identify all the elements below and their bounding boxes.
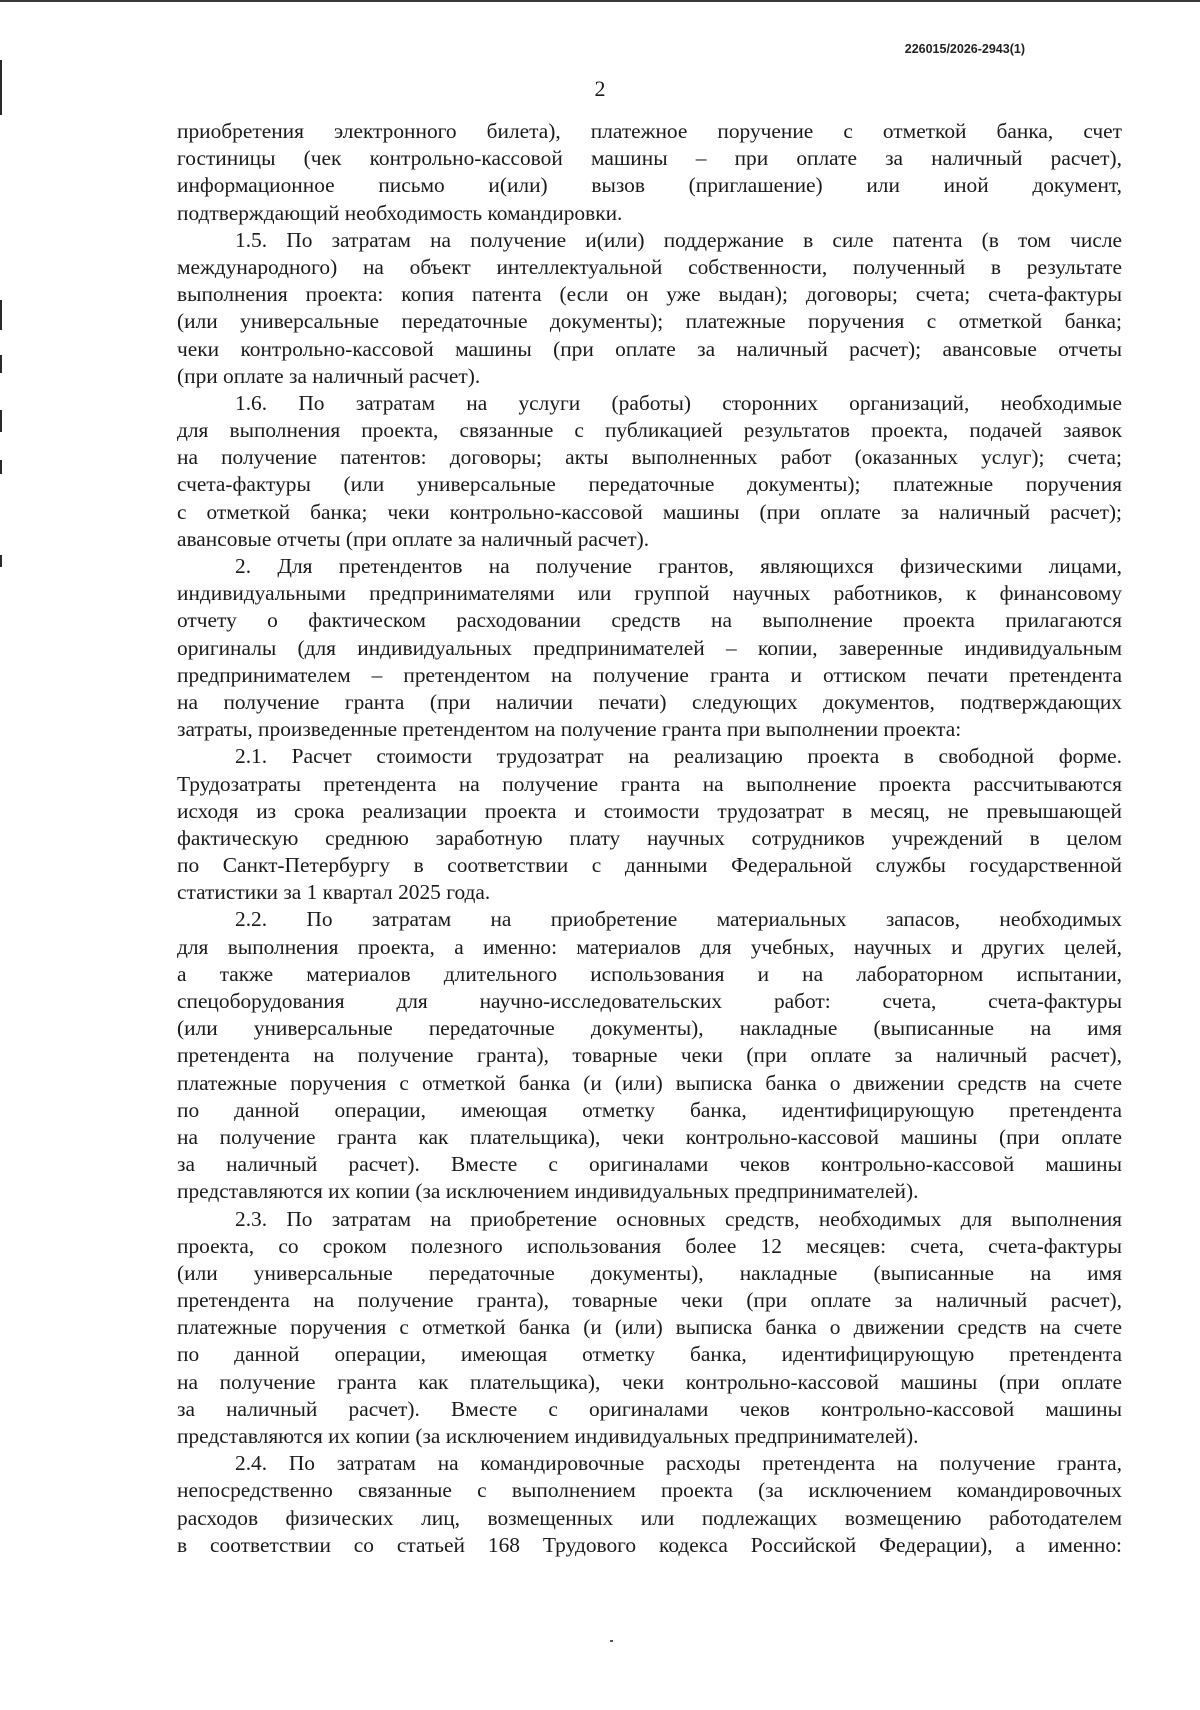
text-line: претендента на получение гранта), товарные чеки (при оплате за наличный расчет), bbox=[177, 1288, 1122, 1313]
text-line: спецоборудования для научно-исследовательских работ: счета, счета-фактуры bbox=[177, 989, 1122, 1013]
text-line: по Санкт-Петербургу в соответствии с данными Федеральной службы государственной bbox=[177, 853, 1122, 878]
scan-left-edge-mark bbox=[0, 300, 2, 330]
text-line: информационное письмо и(или) вызов (приглашение) или иной документ, bbox=[177, 173, 1122, 198]
scan-left-edge-mark bbox=[0, 410, 2, 432]
text-line: для выполнения проекта, а именно: материалов для учебных, научных и других целей, bbox=[177, 934, 1122, 959]
text-line: (при оплате за наличный расчет). bbox=[177, 363, 481, 388]
text-line: индивидуальными предпринимателями или группой научных работников, к финансовому bbox=[177, 581, 1122, 606]
text-line: за наличный расчет). Вместе с оригиналами чеков контрольно-кассовой машины bbox=[177, 1152, 1122, 1177]
text-line: (или универсальные передаточные документы); платежные поручения с отметкой банка; bbox=[177, 309, 1122, 334]
text-line: 2.1. Расчет стоимости трудозатрат на реализацию проекта в свободной форме. bbox=[235, 744, 1122, 769]
text-line: затраты, произведенные претендентом на получение гранта при выполнении проекта: bbox=[177, 717, 962, 742]
document-body bbox=[177, 118, 1122, 1559]
text-line: представляются их копии (за исключением индивидуальных предпринимателей). bbox=[177, 1424, 919, 1448]
text-line: 2.4. По затратам на командировочные расходы претендента на получение гранта, bbox=[235, 1451, 1122, 1476]
text-line: 2.3. По затратам на приобретение основных средств, необходимых для выполнения bbox=[235, 1206, 1122, 1231]
text-line: для выполнения проекта, связанные с публикацией результатов проекта, подачей заявок bbox=[177, 418, 1122, 443]
scan-top-edge bbox=[0, 0, 1200, 2]
text-line: 2. Для претендентов на получение грантов, являющихся физическими лицами, bbox=[235, 554, 1122, 578]
text-line: на получение гранта как плательщика), чеки контрольно-кассовой машины (при оплате bbox=[177, 1369, 1122, 1394]
text-line: 2.2. По затратам на приобретение материальных запасов, необходимых bbox=[235, 907, 1122, 932]
text-line: приобретения электронного билета), платежное поручение с отметкой банка, счет bbox=[177, 119, 1122, 143]
text-line: по данной операции, имеющая отметку банка, идентифицирующую претендента bbox=[177, 1097, 1122, 1122]
text-line: непосредственно связанные с выполнением проекта (за исключением командировочных bbox=[177, 1478, 1122, 1503]
document-registration-number: 226015/2026-2943(1) bbox=[904, 42, 1025, 56]
text-line: (или универсальные передаточные документы), накладные (выписанные на имя bbox=[177, 1260, 1122, 1285]
text-line: на получение гранта (при наличии печати) следующих документов, подтверждающих bbox=[177, 689, 1122, 714]
text-line: 1.6. По затратам на услуги (работы) сторонних организаций, необходимые bbox=[235, 390, 1122, 415]
text-line: в соответствии со статьей 168 Трудового кодекса Российской Федерации), а именно: bbox=[177, 1532, 1122, 1557]
text-line: платежные поручения с отметкой банка (и (или) выписка банка о движении средств на счете bbox=[177, 1070, 1122, 1095]
scan-left-edge-mark bbox=[0, 355, 2, 373]
page-number: 2 bbox=[594, 76, 606, 101]
text-line: отчету о фактическом расходовании средств на выполнение проекта прилагаются bbox=[177, 608, 1122, 633]
text-line: фактическую среднюю заработную плату научных сотрудников учреждений в целом bbox=[177, 825, 1122, 850]
text-line: представляются их копии (за исключением индивидуальных предпринимателей). bbox=[177, 1179, 919, 1204]
text-line: (или универсальные передаточные документы), накладные (выписанные на имя bbox=[177, 1016, 1122, 1041]
text-line: с отметкой банка; чеки контрольно-кассовой машины (при оплате за наличный расчет); bbox=[177, 499, 1122, 524]
text-line: а также материалов длительного использования и на лабораторном испытании, bbox=[177, 961, 1122, 986]
text-line: чеки контрольно-кассовой машины (при оплате за наличный расчет); авансовые отчеты bbox=[177, 336, 1122, 361]
text-line: проекта, со сроком полезного использования более 12 месяцев: счета, счета-фактуры bbox=[177, 1233, 1122, 1258]
text-line: международного) на объект интеллектуальной собственности, полученный в результате bbox=[177, 254, 1122, 279]
text-line: Трудозатраты претендента на получение гранта на выполнение проекта рассчитываются bbox=[177, 771, 1122, 796]
text-line: претендента на получение гранта), товарные чеки (при оплате за наличный расчет), bbox=[177, 1043, 1122, 1068]
text-line: предпринимателем – претендентом на получение гранта и оттиском печати претендента bbox=[177, 662, 1122, 687]
text-line: на получение патентов: договоры; акты выполненных работ (оказанных услуг); счета; bbox=[177, 445, 1122, 470]
text-line: на получение гранта как плательщика), чеки контрольно-кассовой машины (при оплате bbox=[177, 1124, 1122, 1149]
text-line: счета-фактуры (или универсальные передаточные документы); платежные поручения bbox=[177, 472, 1122, 497]
text-line: статистики за 1 квартал 2025 года. bbox=[177, 880, 491, 905]
text-line: исходя из срока реализации проекта и стоимости трудозатрат в месяц, не превышающей bbox=[177, 798, 1122, 823]
text-line: подтверждающий необходимость командировки. bbox=[177, 200, 623, 225]
text-line: гостиницы (чек контрольно-кассовой машины – при оплате за наличный расчет), bbox=[177, 146, 1122, 171]
scan-artifact-dot bbox=[610, 1640, 613, 1642]
scan-left-edge-mark bbox=[0, 460, 2, 474]
text-line: авансовые отчеты (при оплате за наличный расчет). bbox=[177, 526, 650, 551]
text-line: оригиналы (для индивидуальных предпринимателей – копии, заверенные индивидуальным bbox=[177, 635, 1122, 660]
text-line: выполнения проекта: копия патента (если он уже выдан); договоры; счета; счета-фактуры bbox=[177, 282, 1122, 307]
text-line: 1.5. По затратам на получение и(или) поддержание в силе патента (в том числе bbox=[235, 227, 1122, 252]
text-line: расходов физических лиц, возмещенных или подлежащих возмещению работодателем bbox=[177, 1505, 1122, 1530]
text-line: платежные поручения с отметкой банка (и (или) выписка банка о движении средств на счете bbox=[177, 1315, 1122, 1340]
text-line: за наличный расчет). Вместе с оригиналами чеков контрольно-кассовой машины bbox=[177, 1396, 1122, 1421]
text-line: по данной операции, имеющая отметку банка, идентифицирующую претендента bbox=[177, 1342, 1122, 1367]
scan-left-edge-mark bbox=[0, 555, 2, 567]
